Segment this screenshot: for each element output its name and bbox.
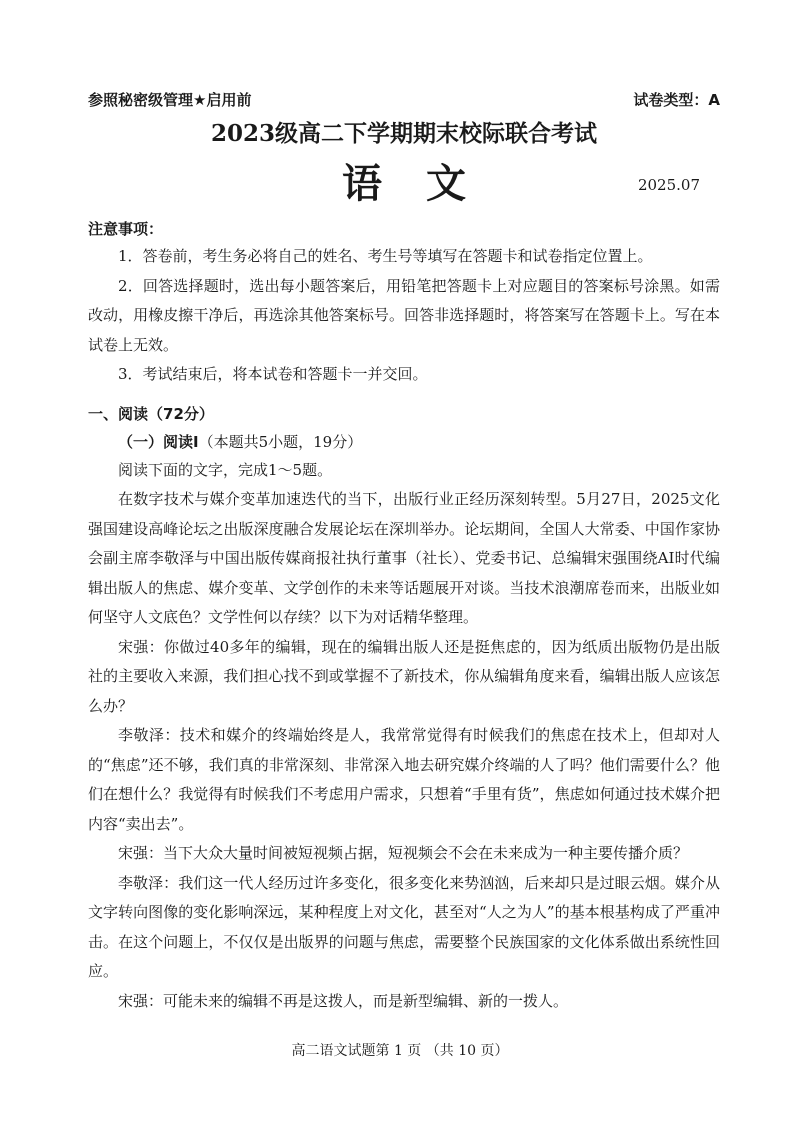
reading-article [88,485,720,1016]
subject-title: 语文 [342,161,510,207]
header-row [88,88,720,112]
article-paragraph: 李敬泽：技术和媒介的终端始终是人，我常常觉得有时候我们的焦虑在技术上，但却对人的“焦虑”还不够，我们真的非常深刻、非常深入地去研究媒介终端的人了吗？他们需要什么？他们在想什么？我觉得有时候我们不考虑用户需求，只想着“手里有货”，焦虑如何通过技术媒介把内容“卖出去”。 [88,726,720,833]
article-paragraph: 宋强：可能未来的编辑不再是这拨人，而是新型编辑、新的一拨人。 [118,991,569,1010]
exam-page [88,88,720,1016]
reading-instruction: 阅读下面的文字，完成1～5题。 [118,460,333,479]
article-paragraph: 在数字技术与媒介变革加速迭代的当下，出版行业正经历深刻转型。5月27日，2025文化强国建设高峰论坛之出版深度融合发展论坛在深圳举办。论坛期间，全国人大常委、中国作家协会副主席李敬泽与中国出版传媒商报社执行董事（社长）、党委书记、总编辑宋强围绕AI时代编辑出版人的焦虑、媒介变革、文学创作的未来等话题展开对谈。当技术浪潮席卷而来，出版业如何坚守人文底色？文学性何以存续？以下为对话精华整理。 [88,490,720,626]
exam-date: 2025.07 [637,176,700,194]
article-paragraph: 李敬泽：我们这一代人经历过许多变化，很多变化来势汹汹，后来却只是过眼云烟。媒介从文字转向图像的变化影响深远，某种程度上对文化，甚至对“人之为人”的基本根基构成了严重冲击。在这个问题上，不仅仅是出版界的问题与焦虑，需要整个民族国家的文化体系做出系统性回应。 [88,873,720,980]
article-paragraph: 宋强：当下大众大量时间被短视频占据，短视频会不会在未来成为一种主要传播介质？ [118,844,689,862]
note-item: 2．回答选择题时，选出每小题答案后，用铅笔把答题卡上对应题目的答案标号涂黑。如需改动，用橡皮擦干净后，再选涂其他答案标号。回答非选择题时，将答案写在答题卡上。写在本试卷上无效。 [88,276,720,354]
note-item: 3．考试结束后，将本试卷和答题卡一并交回。 [118,365,428,383]
note-item: 1．答卷前，考生务必将自己的姓名、考生号等填写在答题卡和试卷指定位置上。 [118,247,653,265]
notes-heading: 注意事项： [88,220,164,238]
page-footer: 高二语文试题第 1 页 （共 10 页） [291,1043,509,1059]
confidential-label: 参照秘密级管理★启用前 [88,91,252,109]
subsection-note: （本题共5小题，19分） [198,432,363,451]
article-paragraph: 宋强：你做过40多年的编辑，现在的编辑出版人还是挺焦虑的，因为纸质出版物仍是出版社的主要收入来源，我们担心找不到或掌握不了新技术，你从编辑角度来看，编辑出版人应该怎么办？ [88,637,720,715]
subsection-heading [88,428,720,456]
subsection-title: （一）阅读Ⅰ [118,432,199,451]
paper-type-label: 试卷类型：A [633,91,720,109]
exam-title: 2023级高二下学期期末校际联合考试 [210,120,597,147]
section-heading: 一、阅读（72分） [88,404,214,423]
subject-row [88,154,720,218]
